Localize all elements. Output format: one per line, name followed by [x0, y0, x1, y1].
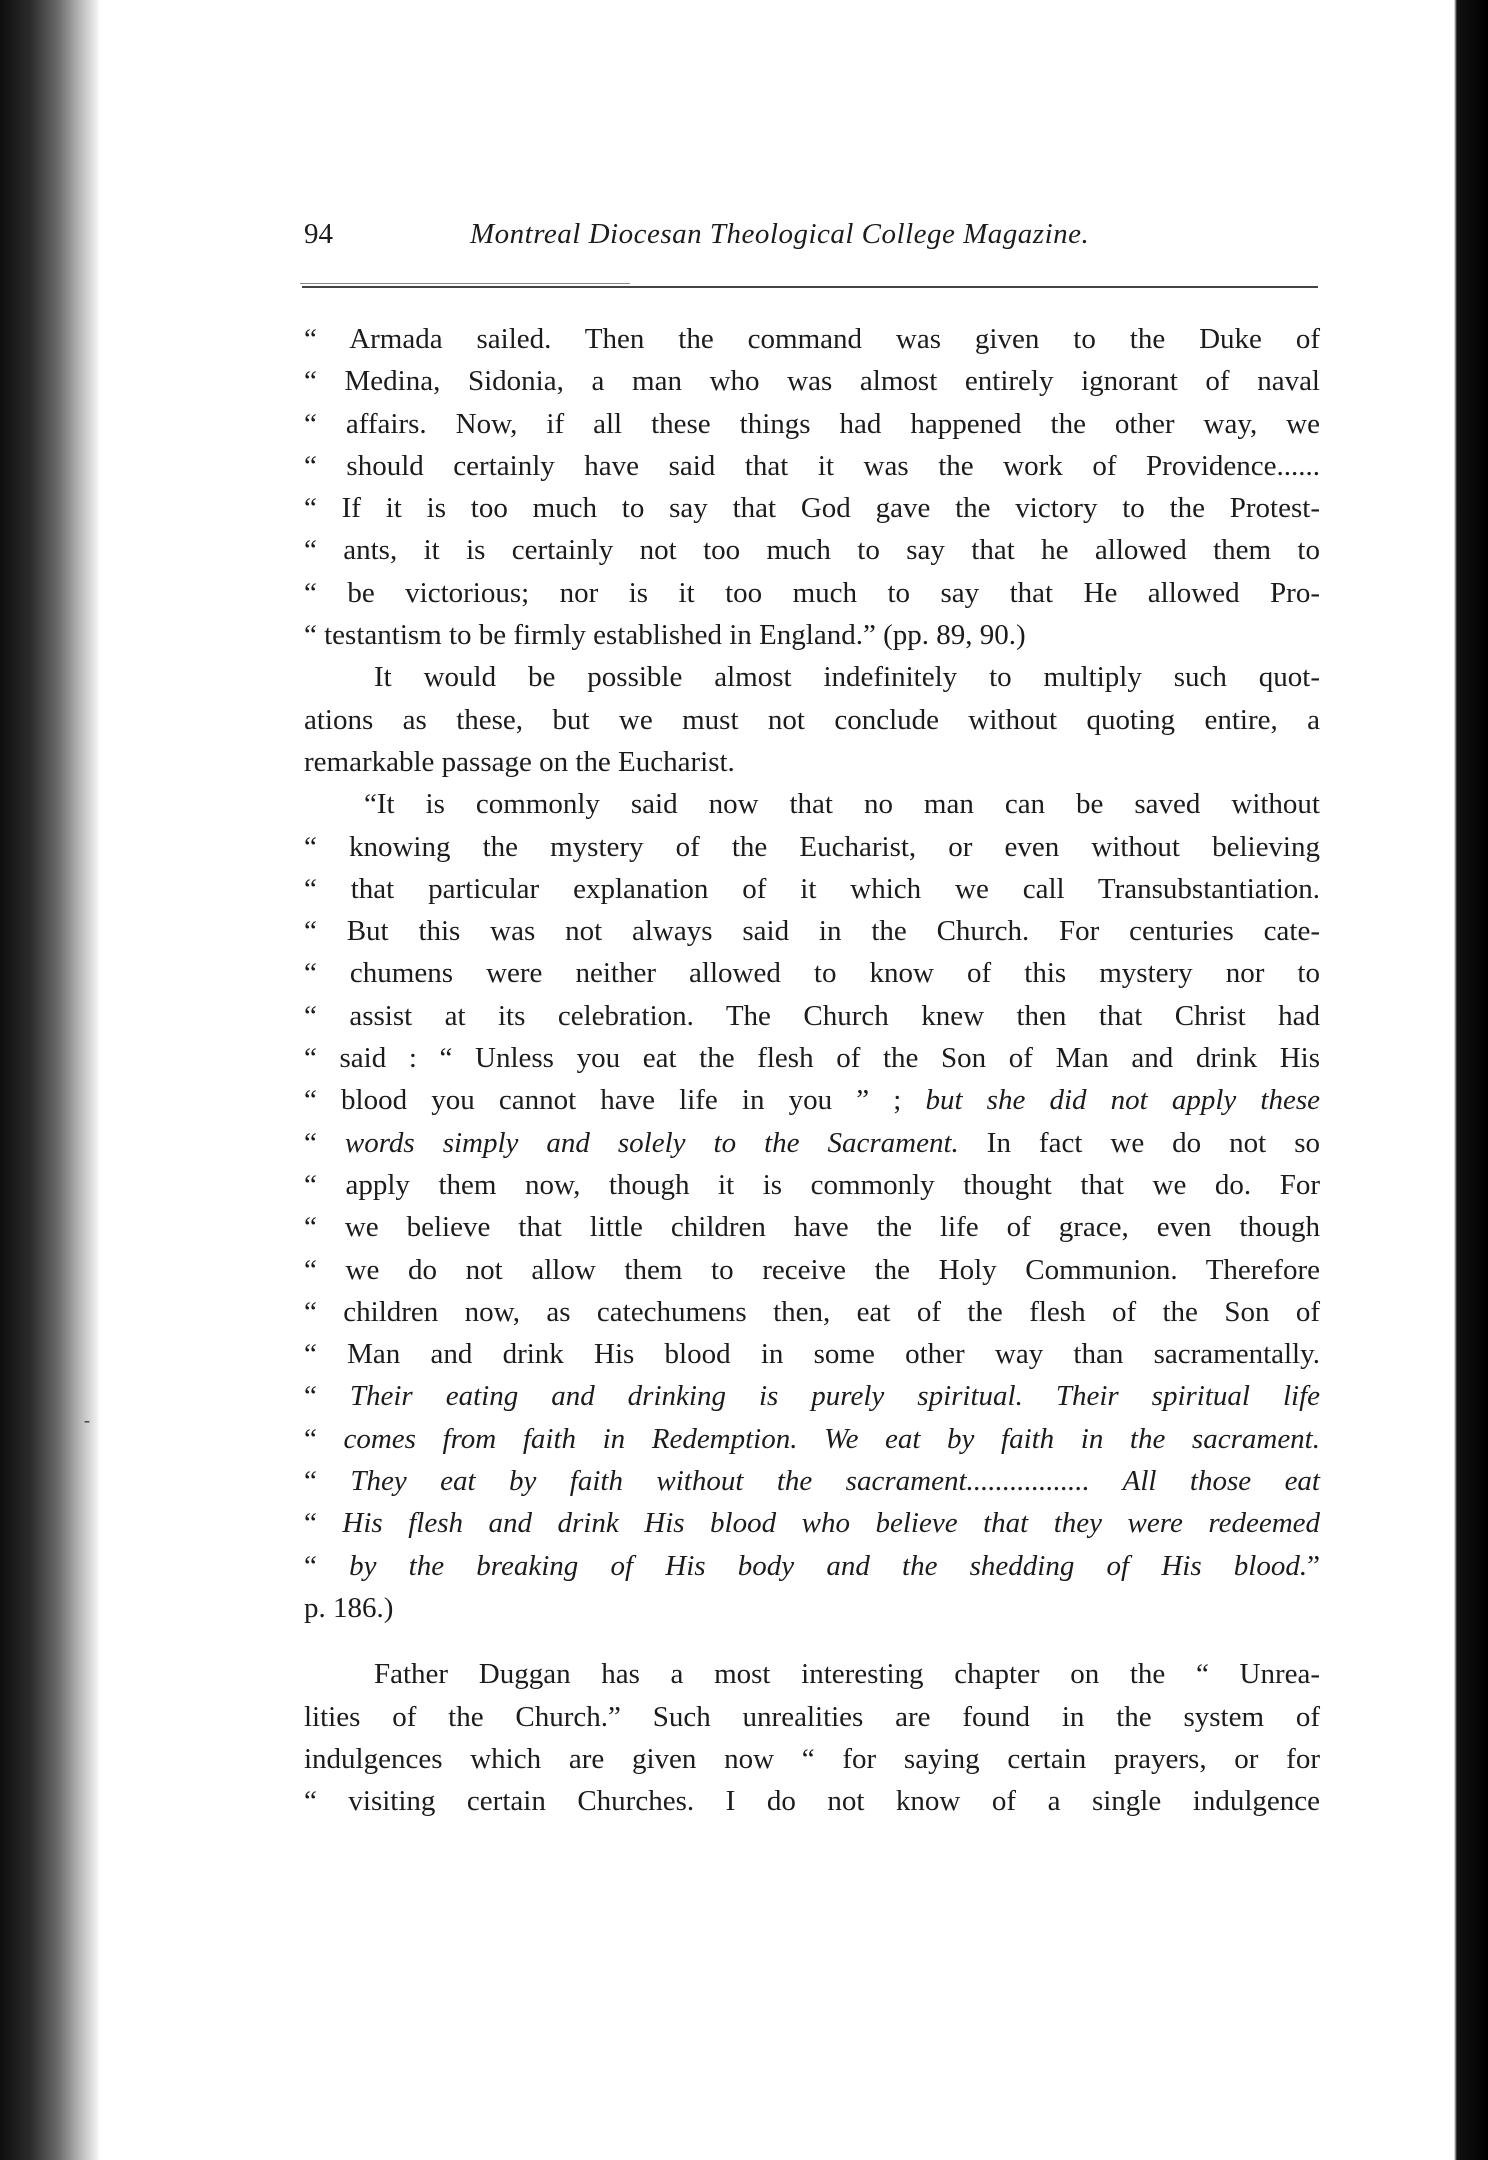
- header-rule-accent: [300, 283, 630, 284]
- text-line: “ we believe that little children have the life of grace, even though: [304, 1211, 1320, 1244]
- text-line: “ should certainly have said that it was the work of Providence......: [304, 449, 1320, 482]
- text-line: “ words simply and solely to the Sacrament. In fact we do not so: [304, 1126, 1321, 1159]
- text-line: “ comes from faith in Redemption. We eat by faith in the sacrament.: [304, 1422, 1320, 1455]
- header-rule: [302, 286, 1318, 288]
- text-line: “ we do not allow them to receive the Holy Communion. Therefore: [304, 1253, 1320, 1286]
- text-line: “ chumens were neither allowed to know of this mystery nor to: [304, 957, 1320, 990]
- text-line: “ by the breaking of His body and the shedding of His blood.”: [304, 1549, 1320, 1582]
- margin-mark: ‑: [84, 1410, 90, 1430]
- text-line: remarkable passage on the Eucharist.: [304, 745, 735, 778]
- text-line: “ knowing the mystery of the Eucharist, or even without believing: [304, 830, 1320, 863]
- text-line: “ Armada sailed. Then the command was given to the Duke of: [304, 323, 1320, 355]
- text-line: “ affairs. Now, if all these things had happened the other way, we: [304, 407, 1320, 440]
- text-line: “ His flesh and drink His blood who believe that they were redeemed: [304, 1507, 1321, 1540]
- text-line: “ apply them now, though it is commonly thought that we do. For: [304, 1168, 1320, 1201]
- quote-start: “It is commonly said now that no man can be saved without: [364, 788, 1320, 821]
- text-line: “ said : “ Unless you eat the flesh of the Son of Man and drink His: [304, 1042, 1320, 1075]
- page-number: 94: [304, 218, 333, 250]
- text-line: lities of the Church.” Such unrealities are found in the system of: [304, 1700, 1320, 1733]
- text-line: “ ants, it is certainly not too much to say that he allowed them to: [304, 534, 1320, 567]
- text-line: “ visiting certain Churches. I do not know of a single indulgence: [304, 1785, 1320, 1818]
- text-line: ations as these, but we must not conclude without quoting entire, a: [304, 703, 1320, 736]
- body-text: [304, 318, 1320, 1822]
- text-line: “ But this was not always said in the Church. For centuries cate-: [304, 915, 1320, 948]
- running-title: Montreal Diocesan Theological College Magazine.: [470, 218, 1090, 250]
- text-line: “ Their eating and drinking is purely spiritual. Their spiritual life: [304, 1380, 1320, 1413]
- text-line: “ blood you cannot have life in you ” ; but she did not apply these: [304, 1084, 1321, 1117]
- text-line: indulgences which are given now “ for saying certain prayers, or for: [304, 1742, 1320, 1775]
- facing-page-edge: [1448, 0, 1488, 2160]
- paragraph-start: It would be possible almost indefinitely to multiply such quot-: [374, 661, 1320, 694]
- text-line: “ If it is too much to say that God gave the victory to the Protest-: [304, 492, 1320, 525]
- text-line: p. 186.): [304, 1591, 394, 1624]
- text-line: “ children now, as catechumens then, eat of the flesh of the Son of: [304, 1295, 1320, 1328]
- paragraph-start: Father Duggan has a most interesting chapter on the “ Unrea-: [374, 1658, 1320, 1691]
- text-line: “ They eat by faith without the sacrament................. All those eat: [304, 1465, 1320, 1498]
- text-line: “ Man and drink His blood in some other way than sacramentally.: [304, 1338, 1320, 1371]
- text-line: “ that particular explanation of it which we call Transubstantiation.: [304, 872, 1320, 905]
- text-line: “ be victorious; nor is it too much to say that He allowed Pro-: [304, 576, 1320, 609]
- book-gutter-shadow: [0, 0, 100, 2160]
- text-line: “ Medina, Sidonia, a man who was almost entirely ignorant of naval: [304, 365, 1320, 398]
- text-line: “ assist at its celebration. The Church knew then that Christ had: [304, 999, 1320, 1032]
- text-line: “ testantism to be firmly established in England.” (pp. 89, 90.): [304, 619, 1026, 652]
